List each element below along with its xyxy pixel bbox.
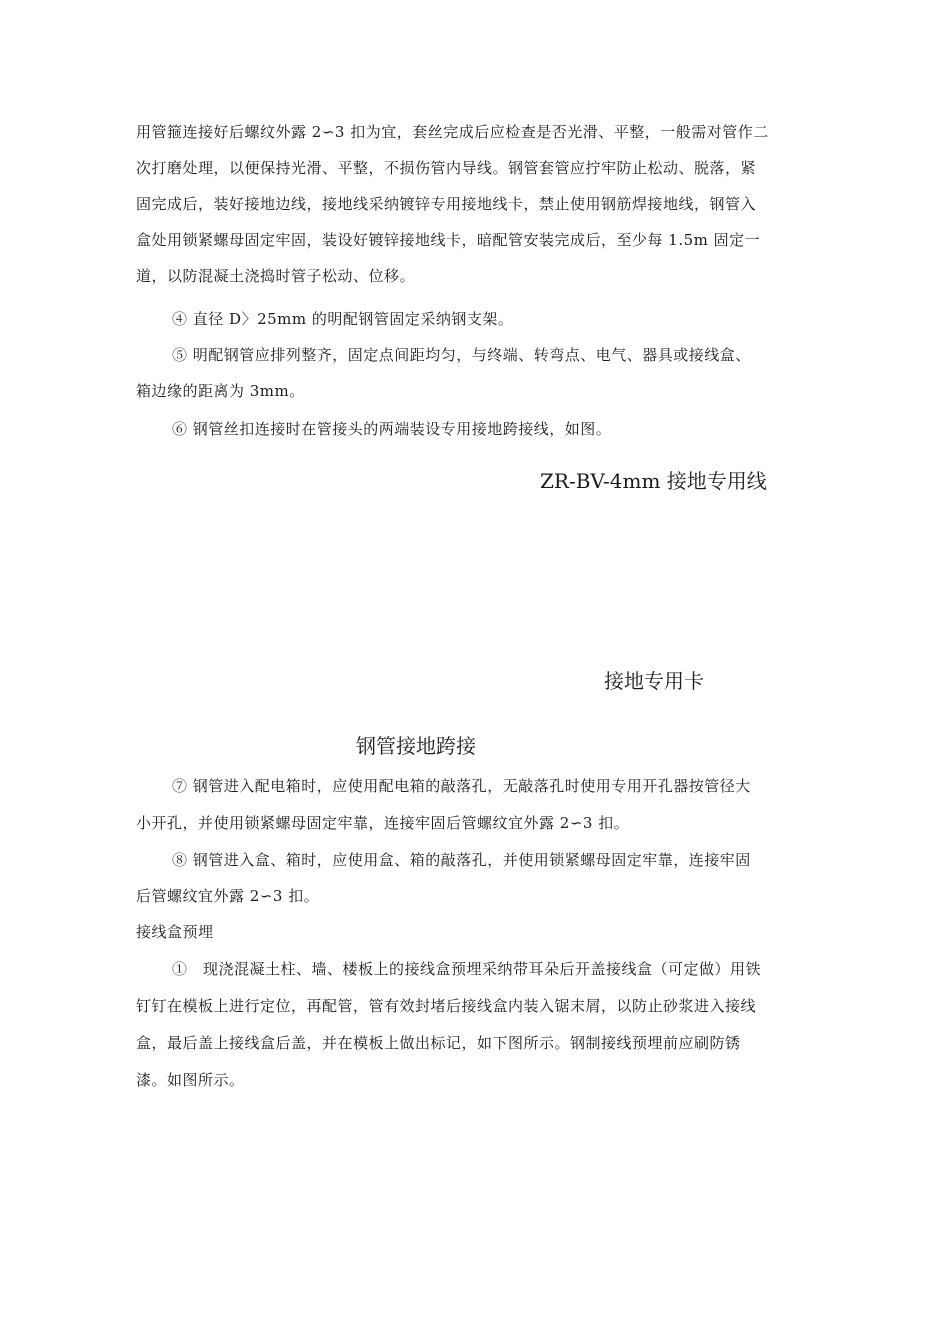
item-7-line-1: ⑦ 钢管进入配电箱时，应使用配电箱的敲落孔，无敲落孔时使用专用开孔器按管径大 xyxy=(172,777,751,795)
item-5-line-2: 箱边缘的距离为 3mm。 xyxy=(136,382,305,400)
paragraph-1-line-5: 道，以防混凝土浇捣时管子松动、位移。 xyxy=(136,267,416,285)
item-7-line-2: 小开孔，并使用锁紧螺母固定牢靠，连接牢固后管螺纹宜外露 2∽3 扣。 xyxy=(136,814,630,832)
junction-item-1-line-3: 盒，最后盖上接线盒后盖，并在模板上做出标记，如下图所示。钢制接线预埋前应刷防锈 xyxy=(136,1034,741,1052)
item-6: ⑥ 钢管丝扣连接时在管接头的两端装设专用接地跨接线，如图。 xyxy=(172,420,612,438)
paragraph-1-line-2: 次打磨处理，以便保持光滑、平整，不损伤管内导线。钢管套管应拧牢防止松动、脱落，紧 xyxy=(136,159,757,177)
paragraph-1-line-4: 盒处用锁紧螺母固定牢固，装设好镀锌接地线卡，暗配管安装完成后，至少每 1.5m 固定一 xyxy=(136,231,761,249)
figure-label-clip: 接地专用卡 xyxy=(604,669,704,693)
item-5-line-1: ⑤ 明配钢管应排列整齐，固定点间距均匀，与终端、转弯点、电气、器具或接线盒、 xyxy=(172,346,751,364)
junction-item-1-line-2: 钉钉在模板上进行定位，再配管，管有效封堵后接线盒内装入锯末屑，以防止砂浆进入接线 xyxy=(136,997,757,1015)
figure-label-wire: ZR-BV-4mm 接地专用线 xyxy=(540,469,767,493)
figure-caption: 钢管接地跨接 xyxy=(356,734,476,758)
item-8-line-2: 后管螺纹宜外露 2∽3 扣。 xyxy=(136,887,320,905)
junction-item-1-line-4: 漆。如图所示。 xyxy=(136,1071,245,1089)
section-heading: 接线盒预埋 xyxy=(136,923,214,941)
item-8-line-1: ⑧ 钢管进入盒、箱时，应使用盒、箱的敲落孔，并使用锁紧螺母固定牢靠，连接牢固 xyxy=(172,851,751,869)
junction-item-1-line-1: ① 现浇混凝土柱、墙、楼板上的接线盒预埋采纳带耳朵后开盖接线盒（可定做）用铁 xyxy=(172,960,762,978)
item-4: ④ 直径 D〉25mm 的明配钢管固定采纳钢支架。 xyxy=(172,310,514,328)
paragraph-1-line-3: 固完成后，装好接地边线，接地线采纳镀锌专用接地线卡，禁止使用钢筋焊接地线，钢管入 xyxy=(136,195,757,213)
paragraph-1-line-1: 用管箍连接好后螺纹外露 2∽3 扣为宜，套丝完成后应检查是否光滑、平整，一般需对管作二 xyxy=(136,123,769,141)
